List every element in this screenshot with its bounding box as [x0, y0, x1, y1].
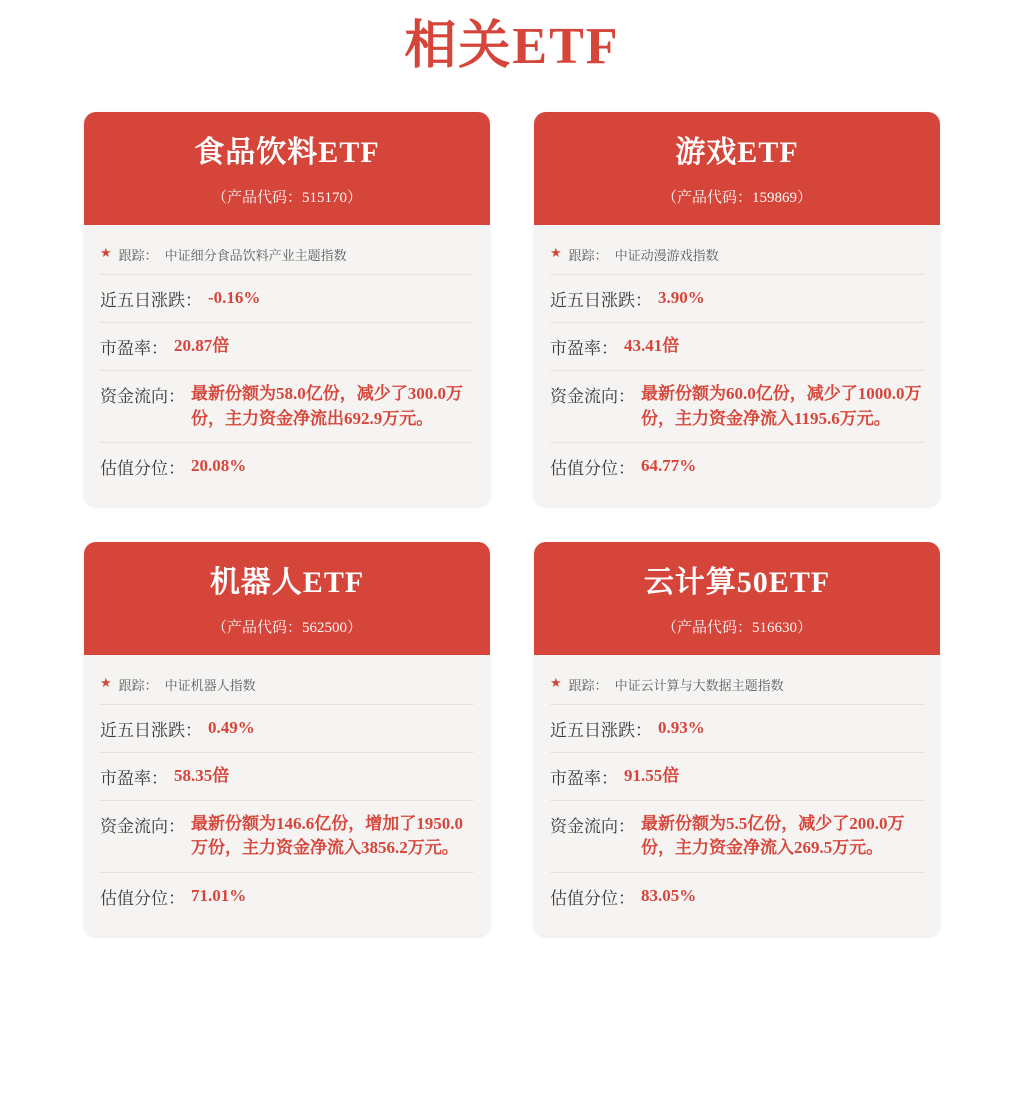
etf-card-body [84, 655, 490, 936]
etf-name: 游戏ETF [675, 136, 799, 170]
etf-pe-row [100, 323, 474, 371]
etf-flow-value: 最新份额为146.6亿份，增加了1950.0万份，主力资金净流入3856.2万元。 [191, 813, 463, 858]
etf-card-header [534, 542, 940, 655]
etf-card-body [84, 225, 490, 506]
etf-pe-label: 市盈率： [550, 338, 618, 358]
etf-flow-label: 资金流向： [100, 386, 185, 406]
etf-pe-label: 市盈率： [100, 338, 168, 358]
etf-change5d-row [550, 705, 924, 753]
etf-change5d-row [100, 275, 474, 323]
etf-track-label: 跟踪： [568, 677, 608, 693]
etf-name: 机器人ETF [209, 566, 365, 600]
etf-name: 食品饮料ETF [194, 136, 380, 170]
etf-valuation-row [100, 443, 474, 490]
etf-valuation-label: 估值分位： [100, 459, 185, 479]
etf-track-row [550, 239, 924, 275]
etf-product-code: （产品代码：516630） [661, 619, 812, 636]
star-icon: ★ [100, 674, 112, 690]
etf-change5d-label: 近五日涨跌： [100, 720, 202, 740]
etf-change5d-label: 近五日涨跌： [550, 290, 652, 310]
etf-flow-row [550, 371, 924, 443]
etf-valuation-label: 估值分位： [100, 888, 185, 908]
etf-flow-row [550, 801, 924, 873]
etf-valuation-value: 71.01% [191, 885, 247, 905]
etf-track-value: 中证细分食品饮料产业主题指数 [164, 247, 347, 263]
etf-pe-row [550, 753, 924, 801]
etf-flow-row [100, 371, 474, 443]
etf-flow-value: 最新份额为60.0亿份，减少了1000.0万份，主力资金净流入1195.6万元。 [641, 383, 922, 428]
etf-pe-value: 91.55倍 [624, 765, 680, 785]
etf-track-value: 中证云计算与大数据主题指数 [614, 677, 784, 693]
etf-track-label: 跟踪： [568, 247, 608, 263]
etf-page [0, 16, 1024, 936]
etf-valuation-label: 估值分位： [550, 888, 635, 908]
etf-name: 云计算50ETF [643, 566, 831, 600]
etf-flow-value: 最新份额为5.5亿份，减少了200.0万份，主力资金净流入269.5万元。 [641, 813, 905, 858]
star-icon: ★ [100, 244, 112, 260]
etf-card-header [534, 112, 940, 225]
etf-flow-row [100, 801, 474, 873]
etf-card[interactable] [534, 542, 940, 936]
etf-flow-value: 最新份额为58.0亿份，减少了300.0万份，主力资金净流出692.9万元。 [191, 383, 463, 428]
etf-change5d-label: 近五日涨跌： [100, 290, 202, 310]
etf-change5d-value: -0.16% [208, 287, 261, 307]
etf-pe-label: 市盈率： [100, 768, 168, 788]
etf-track-row [550, 669, 924, 705]
etf-pe-label: 市盈率： [550, 768, 618, 788]
etf-track-label: 跟踪： [118, 247, 158, 263]
page-title: 相关ETF [404, 18, 620, 75]
etf-track-value: 中证机器人指数 [164, 677, 256, 693]
etf-card-grid [84, 112, 940, 936]
etf-pe-value: 58.35倍 [174, 765, 230, 785]
etf-flow-label: 资金流向： [550, 816, 635, 836]
etf-change5d-value: 0.93% [658, 717, 705, 737]
etf-change5d-value: 3.90% [658, 287, 705, 307]
etf-valuation-label: 估值分位： [550, 459, 635, 479]
etf-flow-label: 资金流向： [550, 386, 635, 406]
etf-card-header [84, 542, 490, 655]
etf-card-header [84, 112, 490, 225]
etf-valuation-row [100, 873, 474, 920]
etf-pe-row [100, 753, 474, 801]
etf-valuation-value: 20.08% [191, 456, 247, 476]
etf-change5d-row [100, 705, 474, 753]
etf-pe-row [550, 323, 924, 371]
etf-track-value: 中证动漫游戏指数 [614, 247, 719, 263]
etf-valuation-value: 64.77% [641, 456, 697, 476]
etf-card-body [534, 655, 940, 936]
etf-product-code: （产品代码：562500） [211, 619, 362, 636]
etf-valuation-value: 83.05% [641, 885, 697, 905]
etf-pe-value: 20.87倍 [174, 335, 230, 355]
etf-track-label: 跟踪： [118, 677, 158, 693]
star-icon: ★ [550, 674, 562, 690]
etf-track-row [100, 669, 474, 705]
etf-change5d-value: 0.49% [208, 717, 255, 737]
etf-pe-value: 43.41倍 [624, 335, 680, 355]
etf-track-row [100, 239, 474, 275]
etf-valuation-row [550, 873, 924, 920]
etf-card-body [534, 225, 940, 506]
etf-card[interactable] [84, 112, 490, 506]
etf-change5d-label: 近五日涨跌： [550, 720, 652, 740]
star-icon: ★ [550, 244, 562, 260]
etf-product-code: （产品代码：159869） [661, 189, 812, 206]
etf-flow-label: 资金流向： [100, 816, 185, 836]
etf-valuation-row [550, 443, 924, 490]
etf-change5d-row [550, 275, 924, 323]
etf-card[interactable] [84, 542, 490, 936]
etf-card[interactable] [534, 112, 940, 506]
etf-product-code: （产品代码：515170） [211, 189, 362, 206]
